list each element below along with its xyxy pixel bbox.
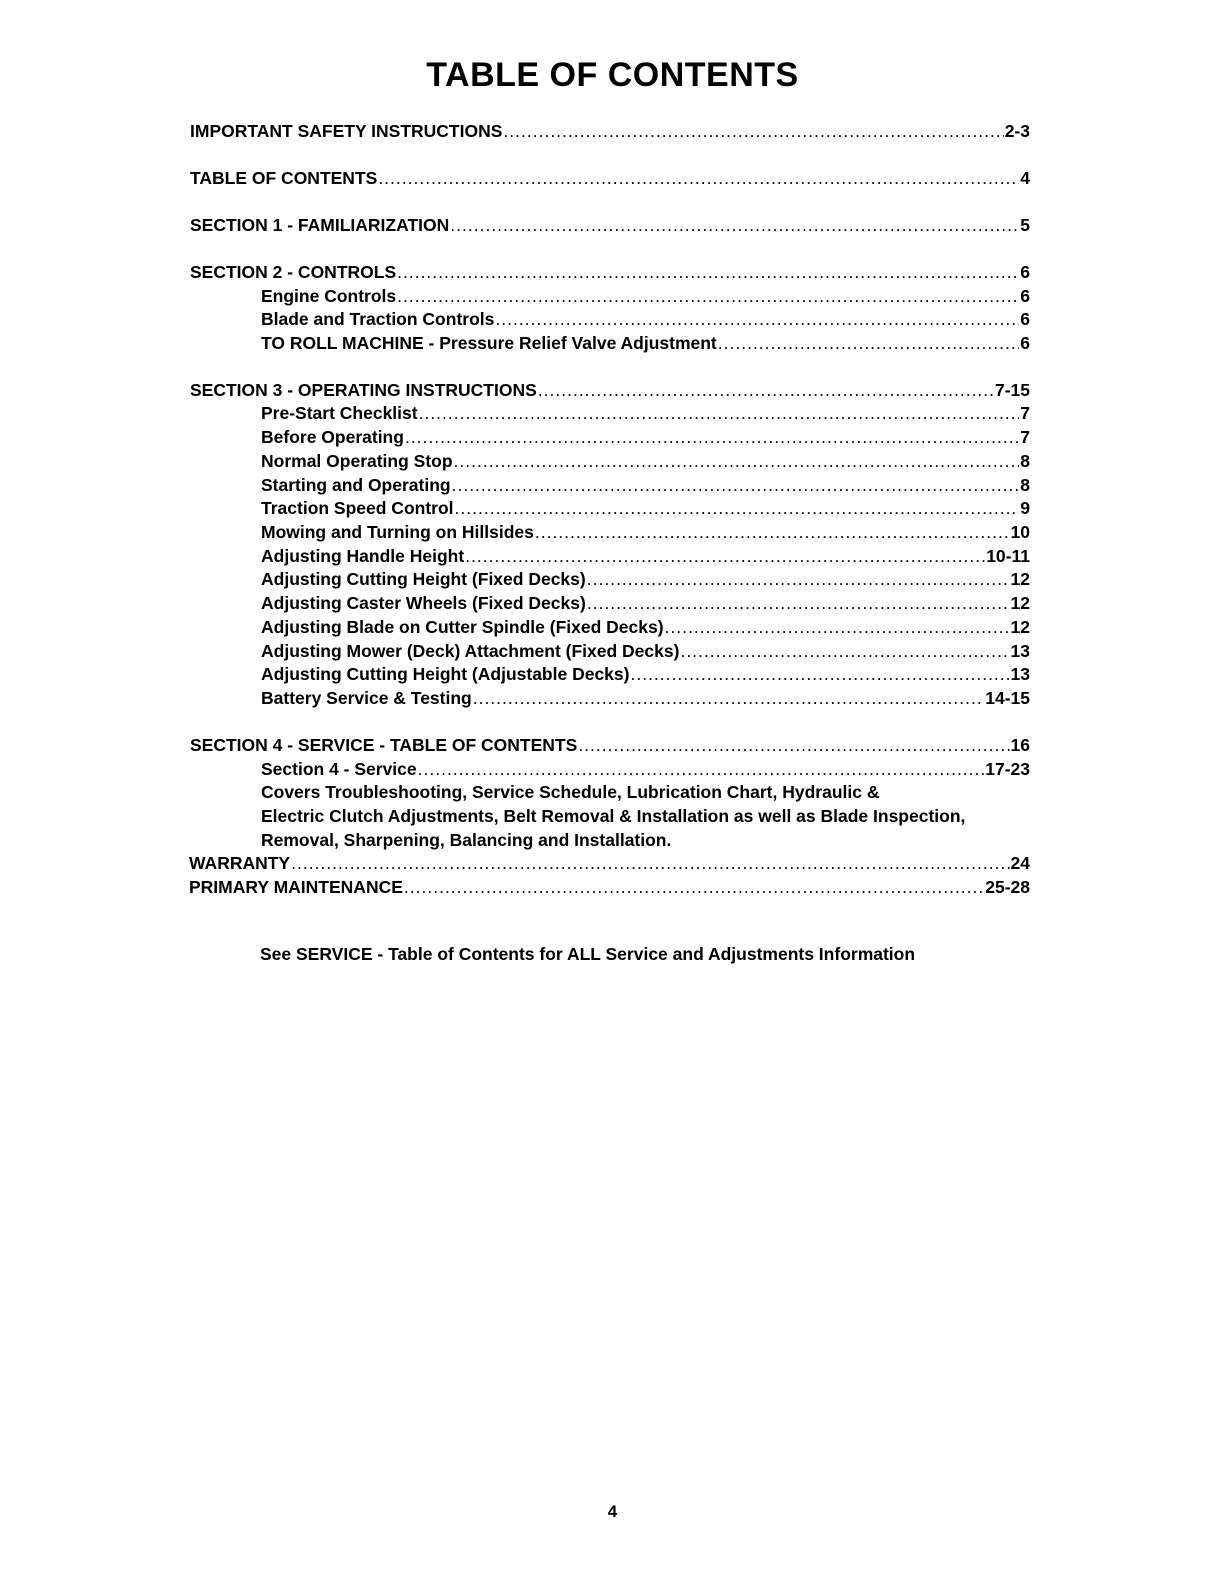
toc-subentry (261, 285, 1030, 307)
dot-leader (418, 758, 985, 780)
toc-entry-page: 13 (1010, 664, 1030, 684)
toc-entry-page: 12 (1010, 569, 1030, 589)
toc-entry-page: 12 (1010, 617, 1030, 637)
toc-subentry (261, 332, 1030, 354)
toc-entry-label: PRIMARY MAINTENANCE (189, 877, 403, 897)
dot-leader (665, 616, 1010, 638)
toc-entry-page: 2-3 (1004, 121, 1030, 141)
toc-entry-label: Traction Speed Control (261, 498, 454, 518)
toc-entry-page: 8 (1020, 451, 1030, 471)
dot-leader (587, 568, 1010, 590)
dot-leader (680, 640, 1009, 662)
toc-entry (190, 214, 1030, 236)
toc-entry-label: SECTION 4 - SERVICE - TABLE OF CONTENTS (190, 735, 578, 755)
toc-subentry (261, 474, 1030, 496)
toc-entry-label: IMPORTANT SAFETY INSTRUCTIONS (190, 121, 503, 141)
toc-entry-label: WARRANTY (189, 853, 291, 873)
dot-leader (495, 308, 1019, 330)
toc-subentry (261, 521, 1030, 543)
dot-leader (587, 592, 1010, 614)
dot-leader (503, 120, 1003, 142)
dot-leader (473, 687, 985, 709)
service-reference-note: See SERVICE - Table of Contents for ALL Service and Adjustments Information (260, 944, 916, 964)
toc-entry-label: Adjusting Cutting Height (Fixed Decks) (261, 569, 586, 589)
toc-entry-page: 7-15 (994, 380, 1030, 400)
dot-leader (535, 521, 1010, 543)
toc-subentry (261, 450, 1030, 472)
service-note-line: Covers Troubleshooting, Service Schedule, Lubrication Chart, Hydraulic & (261, 782, 880, 802)
toc-entry-label: Section 4 - Service (261, 759, 417, 779)
toc-subentry (261, 758, 1030, 780)
toc-subentry (261, 640, 1030, 662)
dot-leader (452, 474, 1020, 496)
toc-entry-page: 6 (1020, 286, 1030, 306)
toc-entry-label: Engine Controls (261, 286, 397, 306)
toc-subentry (261, 308, 1030, 330)
toc-subentry (261, 402, 1030, 424)
dot-leader (397, 261, 1019, 283)
toc-subentry (261, 497, 1030, 519)
toc-entry-page: 7 (1020, 427, 1030, 447)
dot-leader (450, 214, 1019, 236)
dot-leader (718, 332, 1020, 354)
toc-entry (190, 120, 1030, 142)
dot-leader (378, 167, 1019, 189)
toc-entry-page: 16 (1010, 735, 1030, 755)
toc-entry-label: Pre-Start Checklist (261, 403, 418, 423)
page-number: 4 (607, 1502, 618, 1521)
toc-entry-page: 25-28 (985, 877, 1030, 897)
toc-entry-page: 10-11 (986, 546, 1030, 566)
toc-subentry (261, 687, 1030, 709)
toc-entry-label: Mowing and Turning on Hillsides (261, 522, 534, 542)
toc-entry-label: Battery Service & Testing (261, 688, 472, 708)
toc-entry-page: 5 (1020, 215, 1030, 235)
toc-entry-page: 6 (1020, 262, 1030, 282)
toc-entry-label: Adjusting Blade on Cutter Spindle (Fixed Decks) (261, 617, 664, 637)
dot-leader (291, 852, 1009, 874)
toc-entry (190, 734, 1030, 756)
service-note-line: Electric Clutch Adjustments, Belt Removal & Installation as well as Blade Inspection, (261, 806, 966, 826)
toc-subentry (261, 568, 1030, 590)
toc-entry-page: 10 (1010, 522, 1030, 542)
toc-entry-page: 9 (1020, 498, 1030, 518)
toc-entry (190, 167, 1030, 189)
service-note-line: Removal, Sharpening, Balancing and Installation. (261, 830, 672, 850)
toc-entry-page: 13 (1010, 641, 1030, 661)
dot-leader (397, 285, 1019, 307)
toc-entry (189, 876, 1030, 898)
toc-entry-label: SECTION 3 - OPERATING INSTRUCTIONS (190, 380, 537, 400)
toc-entry-page: 17-23 (985, 759, 1030, 779)
toc-entry-label: Normal Operating Stop (261, 451, 453, 471)
toc-entry-page: 8 (1020, 475, 1030, 495)
toc-entry-label: Adjusting Mower (Deck) Attachment (Fixed Decks) (261, 641, 680, 661)
toc-entry-label: TO ROLL MACHINE - Pressure Relief Valve Adjustment (261, 333, 717, 353)
toc-entry-label: Blade and Traction Controls (261, 309, 495, 329)
toc-subentry (261, 663, 1030, 685)
toc-entry-page: 6 (1020, 333, 1030, 353)
toc-entry-page: 4 (1020, 168, 1030, 188)
toc-entry-page: 7 (1020, 403, 1030, 423)
toc-entry-label: Adjusting Handle Height (261, 546, 465, 566)
toc-entry-label: Adjusting Cutting Height (Adjustable Decks) (261, 664, 630, 684)
dot-leader (404, 876, 984, 898)
dot-leader (454, 450, 1020, 472)
dot-leader (538, 379, 994, 401)
toc-subentry (261, 616, 1030, 638)
page-title: TABLE OF CONTENTS (426, 56, 799, 94)
toc-subentry (261, 426, 1030, 448)
dot-leader (578, 734, 1009, 756)
toc-entry-page: 12 (1010, 593, 1030, 613)
dot-leader (465, 545, 985, 567)
toc-entry (190, 379, 1030, 401)
toc-entry-label: SECTION 1 - FAMILIARIZATION (190, 215, 450, 235)
toc-entry-label: Before Operating (261, 427, 404, 447)
toc-entry-label: SECTION 2 - CONTROLS (190, 262, 397, 282)
toc-entry-page: 24 (1010, 853, 1030, 873)
dot-leader (419, 402, 1020, 424)
dot-leader (405, 426, 1019, 448)
toc-entry (189, 852, 1030, 874)
toc-entry (190, 261, 1030, 283)
toc-subentry (261, 545, 1030, 567)
toc-entry-page: 14-15 (985, 688, 1030, 708)
toc-entry-label: TABLE OF CONTENTS (190, 168, 378, 188)
toc-entry-page: 6 (1020, 309, 1030, 329)
dot-leader (455, 497, 1020, 519)
dot-leader (630, 663, 1009, 685)
toc-subentry (261, 592, 1030, 614)
toc-entry-label: Adjusting Caster Wheels (Fixed Decks) (261, 593, 586, 613)
toc-entry-label: Starting and Operating (261, 475, 451, 495)
